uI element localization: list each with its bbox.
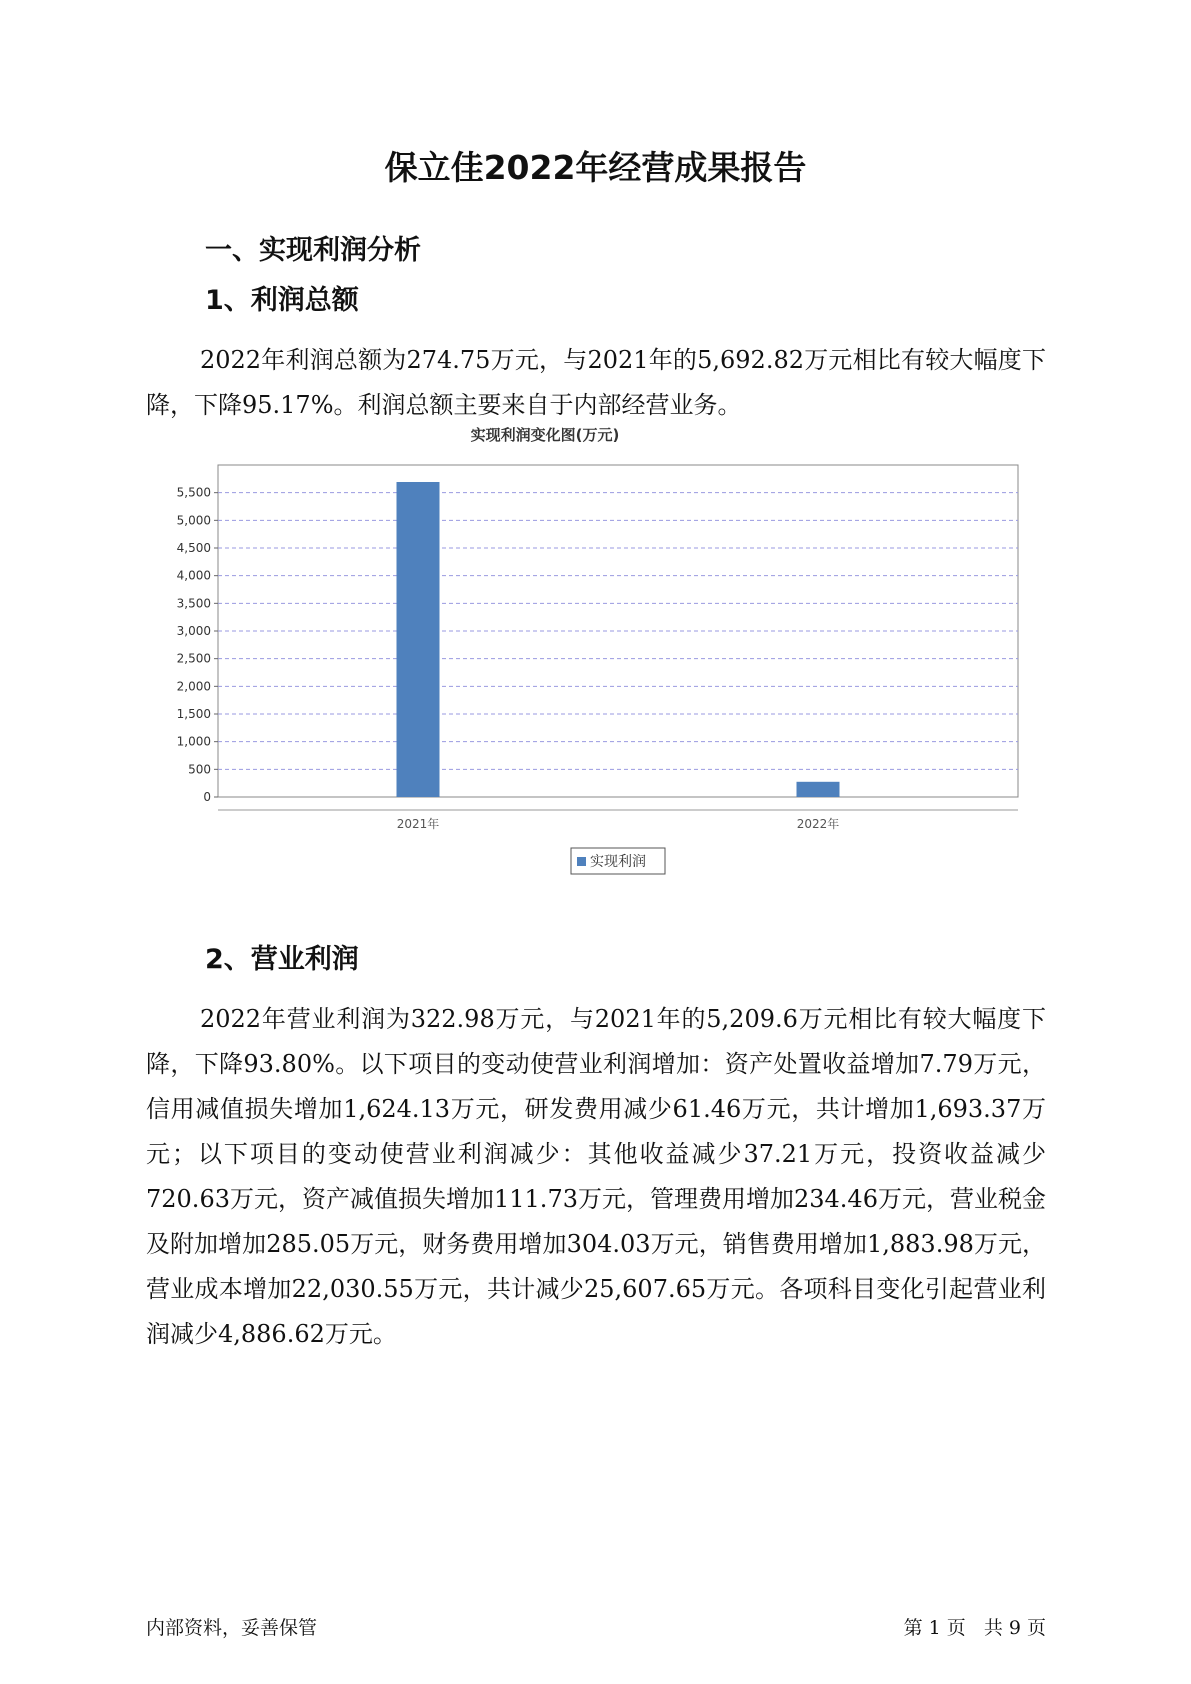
profit-bar-chart	[150, 420, 1030, 915]
y-tick-label: 2,000	[176, 679, 211, 694]
page-prefix: 第	[903, 1617, 923, 1639]
subsection-heading-operating-profit: 2、营业利润	[205, 944, 359, 975]
legend-swatch	[577, 857, 586, 866]
x-tick-label: 2022年	[796, 817, 840, 831]
total-unit: 页	[1026, 1617, 1046, 1639]
footer-confidential-note: 内部资料，妥善保管	[146, 1617, 318, 1639]
y-tick-label: 4,500	[176, 541, 211, 555]
paragraph-total-profit: 2022年利润总额为274.75万元，与2021年的5,692.82万元相比有较大幅度下降，下降95.17%。利润总额主要来自于内部经营业务。	[146, 346, 1046, 419]
y-axis-ticks	[177, 486, 218, 804]
y-tick-label: 0	[203, 790, 211, 804]
subsection-heading-total-profit: 1、利润总额	[205, 285, 359, 316]
y-tick-label: 2,500	[176, 651, 211, 666]
legend-label: 实现利润	[590, 854, 646, 870]
x-axis-labels	[397, 816, 840, 831]
total-prefix: 共	[983, 1617, 1003, 1639]
y-tick-label: 3,500	[176, 596, 211, 611]
x-tick-label: 2021年	[396, 817, 440, 831]
y-tick-label: 5,500	[176, 485, 211, 500]
total-pages: 9	[1008, 1617, 1021, 1639]
y-tick-label: 5,000	[176, 513, 211, 528]
chart-title: 实现利润变化图(万元)	[470, 426, 620, 444]
paragraph-operating-profit: 2022年营业利润为322.98万元，与2021年的5,209.6万元相比有较大幅度下降，下降93.80%。以下项目的变动使营业利润增加：资产处置收益增加7.79万元，信用减值损失增加1,624.13万元，研发费用减少61.46万元，共计增加1,693.37万元；以下项目的变动使营业利润减少：其他收益减少37.21万元，投资收益减少720.63万元，资产减值损失增加111.73万元，管理费用增加234.46万元，营业税金及附加增加285.05万元，财务费用增加304.03万元，销售费用增加1,883.98万元，营业成本增加22,030.55万元，共计减少25,607.65万元。各项科目变化引起营业利润减少4,886.62万元。	[146, 1005, 1046, 1348]
footer-page-info	[901, 1613, 1049, 1640]
section-heading: 一、实现利润分析	[205, 235, 421, 266]
page-number: 1	[928, 1617, 941, 1639]
page-unit: 页	[946, 1617, 966, 1639]
y-tick-label: 3,000	[176, 624, 211, 638]
y-tick-label: 4,000	[176, 568, 211, 583]
chart-legend	[571, 848, 665, 874]
y-tick-label: 1,500	[176, 707, 211, 721]
y-tick-label: 500	[188, 762, 211, 777]
page-title: 保立佳2022年经营成果报告	[384, 148, 807, 187]
bar	[397, 482, 440, 797]
y-tick-label: 1,000	[176, 734, 211, 749]
bar	[797, 782, 840, 797]
